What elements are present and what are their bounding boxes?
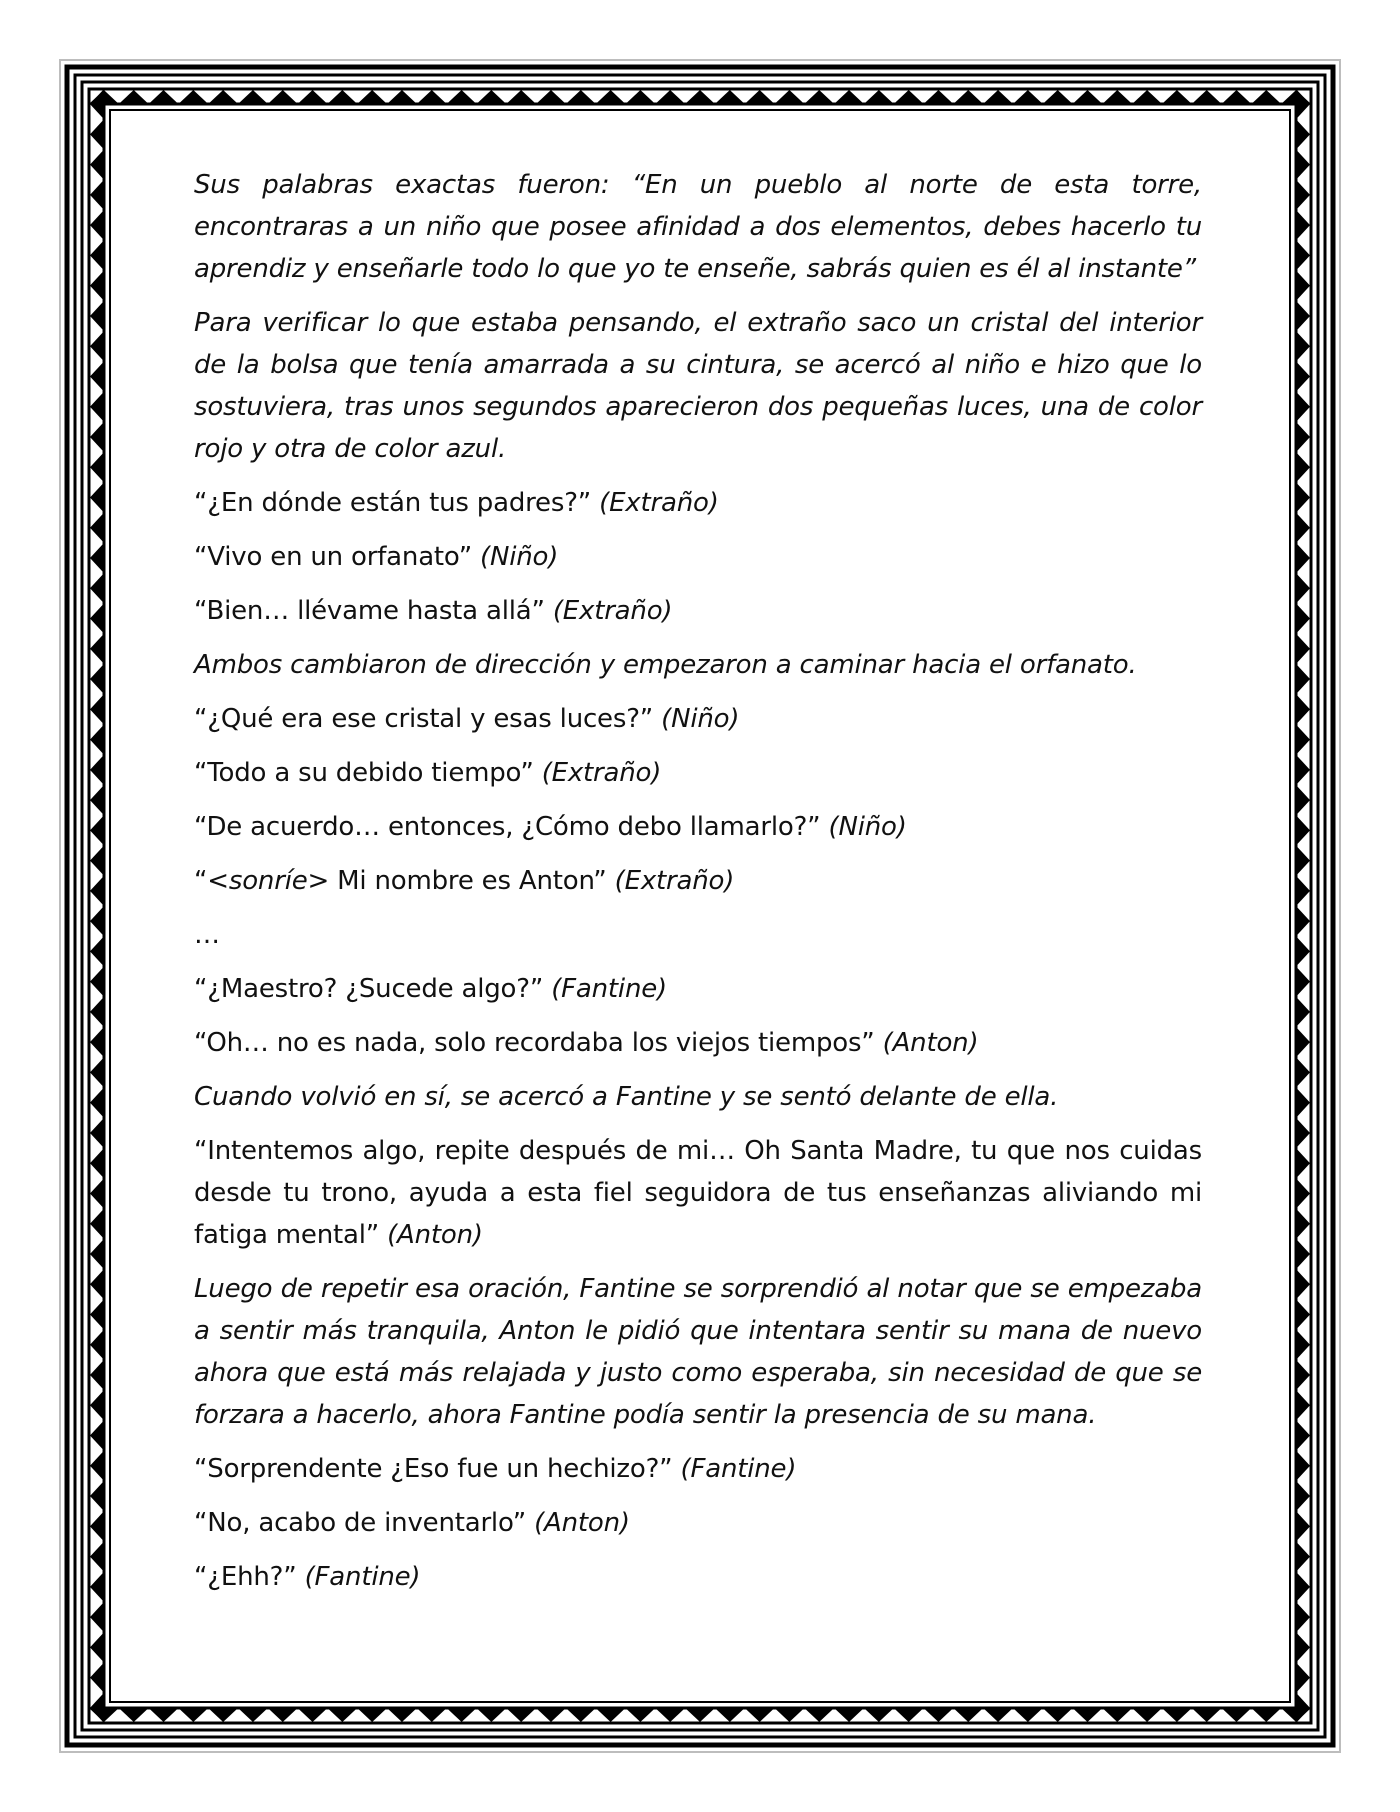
border-triangle	[476, 1708, 506, 1722]
border-triangle	[90, 119, 104, 149]
border-triangle	[90, 361, 104, 391]
border-triangle	[1296, 1662, 1310, 1692]
border-triangle	[1192, 1708, 1222, 1722]
border-triangle	[268, 1708, 298, 1722]
border-triangle	[1296, 422, 1310, 452]
border-triangle	[1296, 724, 1310, 754]
border-triangle	[149, 1708, 179, 1722]
border-triangle	[90, 301, 104, 331]
dialogue-text: “¿En dónde están tus padres?”	[194, 488, 592, 518]
border-triangle	[90, 1360, 104, 1390]
border-triangle	[90, 1481, 104, 1511]
border-triangle	[1296, 482, 1310, 512]
border-triangle	[1296, 1693, 1310, 1723]
border-triangle	[90, 1541, 104, 1571]
border-triangle	[1296, 1360, 1310, 1390]
dialogue-text: Mi nombre es Anton”	[329, 866, 607, 896]
dialogue-line	[194, 752, 1202, 794]
dialogue-line	[194, 1448, 1202, 1490]
border-triangle	[1296, 180, 1310, 210]
border-triangle	[894, 1708, 924, 1722]
dialogue-line	[194, 1502, 1202, 1544]
border-triangle	[90, 755, 104, 785]
dialogue-text: “Sorprendente ¿Eso fue un hechizo?”	[194, 1454, 673, 1484]
border-triangle	[447, 1708, 477, 1722]
border-triangle	[90, 1390, 104, 1420]
dialogue-line	[194, 1556, 1202, 1598]
border-triangle	[90, 1027, 104, 1057]
border-triangle	[90, 1118, 104, 1148]
border-triangle	[1296, 1511, 1310, 1541]
border-triangle	[596, 90, 626, 104]
border-triangle	[90, 1511, 104, 1541]
narration-paragraph: Para verificar lo que estaba pensando, el extraño saco un cristal del interior de la bolsa que tenía amarrada a su cintura, se acercó al niño e hizo que lo sostuviera, tras unos segundos aparecieron dos pequeñas luces, una de color rojo y otra de color azul.	[194, 308, 1202, 464]
border-triangle	[90, 1662, 104, 1692]
border-triangle	[268, 90, 298, 104]
border-triangle	[90, 1693, 104, 1723]
border-triangle	[1296, 1178, 1310, 1208]
border-triangle	[1073, 1708, 1103, 1722]
border-triangle	[238, 90, 268, 104]
border-triangle	[1296, 1027, 1310, 1057]
border-triangle	[596, 1708, 626, 1722]
border-triangle	[90, 1632, 104, 1662]
border-triangle	[1102, 1708, 1132, 1722]
border-triangle	[655, 90, 685, 104]
border-triangle	[90, 906, 104, 936]
border-triangle	[1132, 1708, 1162, 1722]
border-triangle	[1222, 90, 1252, 104]
border-triangle	[90, 513, 104, 543]
border-triangle	[1043, 1708, 1073, 1722]
border-triangle	[1251, 90, 1281, 104]
border-triangle	[90, 89, 104, 119]
border-triangle	[1296, 513, 1310, 543]
border-triangle	[387, 90, 417, 104]
border-triangle	[90, 876, 104, 906]
border-triangle	[1296, 543, 1310, 573]
speaker-tag: (Extraño)	[614, 866, 735, 896]
border-triangle	[1296, 150, 1310, 180]
border-triangle	[983, 90, 1013, 104]
border-triangle	[715, 90, 745, 104]
speaker-tag: (Niño)	[661, 704, 740, 734]
border-triangle	[90, 1451, 104, 1481]
narration-paragraph: Luego de repetir esa oración, Fantine se sorprendió al notar que se empezaba a sentir más tranquila, Anton le pidió que intentara sentir su mana de nuevo ahora que está más relajada y justo como esperaba, sin necesidad de que se forzara a hacerlo, ahora Fantine podía sentir la presencia de su mana.	[194, 1274, 1202, 1430]
border-triangle	[1296, 664, 1310, 694]
border-triangle	[1296, 1572, 1310, 1602]
border-triangle	[655, 1708, 685, 1722]
border-triangle	[90, 967, 104, 997]
border-triangle	[90, 1239, 104, 1269]
border-triangle	[90, 724, 104, 754]
border-triangle	[1296, 1088, 1310, 1118]
dialogue-text: “¿Ehh?”	[194, 1562, 297, 1592]
border-triangle	[1296, 755, 1310, 785]
border-triangle	[90, 785, 104, 815]
story-text	[194, 164, 1202, 1610]
border-triangle	[357, 90, 387, 104]
dialogue-text: “Bien… llévame hasta allá”	[194, 596, 545, 626]
border-triangle	[804, 1708, 834, 1722]
border-triangle	[149, 90, 179, 104]
border-triangle	[90, 271, 104, 301]
border-triangle	[238, 1708, 268, 1722]
border-triangle	[1296, 1209, 1310, 1239]
border-triangle	[90, 936, 104, 966]
border-triangle	[715, 1708, 745, 1722]
border-triangle	[357, 1708, 387, 1722]
border-triangle	[327, 1708, 357, 1722]
border-triangle	[1296, 271, 1310, 301]
border-triangle	[298, 90, 328, 104]
dialogue-line	[194, 968, 1202, 1010]
dialogue-text: “Vivo en un orfanato”	[194, 542, 472, 572]
border-triangle	[1296, 301, 1310, 331]
triangle-band-left	[90, 89, 104, 1723]
dialogue-line	[194, 860, 1202, 902]
border-triangle	[208, 90, 238, 104]
border-triangle	[90, 1572, 104, 1602]
border-triangle	[178, 1708, 208, 1722]
border-triangle	[1296, 1451, 1310, 1481]
border-triangle	[775, 1708, 805, 1722]
border-triangle	[90, 452, 104, 482]
border-triangle	[506, 1708, 536, 1722]
speaker-tag: (Niño)	[828, 812, 907, 842]
narration-paragraph: Cuando volvió en sí, se acercó a Fantine y se sentó delante de ella.	[194, 1082, 1059, 1112]
border-triangle	[566, 1708, 596, 1722]
border-triangle	[625, 90, 655, 104]
triangle-band-top	[89, 90, 1311, 104]
dialogue-line	[194, 1130, 1202, 1256]
dialogue-line	[194, 1022, 1202, 1064]
dialogue-text: “De acuerdo… entonces, ¿Cómo debo llamarlo?”	[194, 812, 821, 842]
dialogue-line	[194, 482, 1202, 524]
border-triangle	[90, 150, 104, 180]
border-triangle	[1296, 967, 1310, 997]
border-triangle	[1043, 90, 1073, 104]
border-triangle	[834, 1708, 864, 1722]
border-triangle	[90, 634, 104, 664]
border-triangle	[90, 997, 104, 1027]
triangle-band-bottom	[89, 1708, 1311, 1722]
border-triangle	[447, 90, 477, 104]
border-triangle	[804, 90, 834, 104]
border-triangle	[1296, 1269, 1310, 1299]
border-triangle	[1296, 815, 1310, 845]
border-triangle	[953, 90, 983, 104]
border-triangle	[1296, 634, 1310, 664]
border-triangle	[1162, 1708, 1192, 1722]
border-triangle	[90, 664, 104, 694]
narration-paragraph: Sus palabras exactas fueron: “En un pueblo al norte de esta torre, encontraras a un niño que posee afinidad a dos elementos, debes hacerlo tu aprendiz y enseñarle todo lo que yo te enseñe, sabrás quien es él al instante”	[194, 170, 1202, 284]
border-triangle	[1296, 1602, 1310, 1632]
speaker-tag: (Extraño)	[541, 758, 662, 788]
border-triangle	[90, 573, 104, 603]
border-triangle	[1296, 694, 1310, 724]
border-triangle	[685, 1708, 715, 1722]
dialogue-text: “Oh… no es nada, solo recordaba los viejos tiempos”	[194, 1028, 875, 1058]
border-triangle	[90, 543, 104, 573]
border-triangle	[1296, 1057, 1310, 1087]
border-triangle	[894, 90, 924, 104]
border-triangle	[90, 392, 104, 422]
speaker-tag: (Fantine)	[304, 1562, 421, 1592]
border-triangle	[1192, 90, 1222, 104]
border-triangle	[1296, 1541, 1310, 1571]
speaker-tag: (Extraño)	[552, 596, 673, 626]
border-triangle	[1296, 603, 1310, 633]
border-triangle	[119, 90, 149, 104]
border-triangle	[90, 1209, 104, 1239]
border-triangle	[1296, 240, 1310, 270]
border-triangle	[1296, 845, 1310, 875]
border-triangle	[298, 1708, 328, 1722]
border-triangle	[745, 90, 775, 104]
border-triangle	[1296, 1481, 1310, 1511]
border-triangle	[566, 90, 596, 104]
border-triangle	[90, 1178, 104, 1208]
border-triangle	[90, 603, 104, 633]
dialogue-text: “Intentemos algo, repite después de mi… Oh Santa Madre, tu que nos cuidas desde tu trono, ayuda a esta fiel seguidora de tus enseñanzas aliviando mi fatiga mental”	[194, 1136, 1202, 1250]
border-triangle	[1296, 392, 1310, 422]
border-triangle	[90, 1057, 104, 1087]
border-triangle	[1296, 361, 1310, 391]
border-triangle	[387, 1708, 417, 1722]
border-triangle	[90, 331, 104, 361]
border-triangle	[685, 90, 715, 104]
border-triangle	[1296, 331, 1310, 361]
border-triangle	[864, 1708, 894, 1722]
border-triangle	[1296, 1632, 1310, 1662]
border-triangle	[1132, 90, 1162, 104]
border-triangle	[506, 90, 536, 104]
action-tag: <sonríe>	[207, 866, 330, 896]
border-triangle	[208, 1708, 238, 1722]
border-triangle	[625, 1708, 655, 1722]
border-triangle	[1296, 1239, 1310, 1269]
border-triangle	[90, 845, 104, 875]
border-triangle	[178, 90, 208, 104]
border-triangle	[327, 90, 357, 104]
dialogue-line	[194, 698, 1202, 740]
border-triangle	[90, 1148, 104, 1178]
border-triangle	[1296, 1299, 1310, 1329]
speaker-tag: (Fantine)	[551, 974, 667, 1004]
border-triangle	[1296, 997, 1310, 1027]
border-triangle	[1251, 1708, 1281, 1722]
border-triangle	[1296, 89, 1310, 119]
border-triangle	[924, 90, 954, 104]
border-triangle	[417, 1708, 447, 1722]
dialogue-line	[194, 536, 1202, 578]
border-triangle	[536, 1708, 566, 1722]
border-triangle	[1296, 119, 1310, 149]
border-triangle	[924, 1708, 954, 1722]
triangle-band-right	[1296, 89, 1310, 1723]
dialogue-line	[194, 806, 1202, 848]
border-triangle	[1296, 785, 1310, 815]
border-triangle	[1102, 90, 1132, 104]
border-triangle	[1296, 906, 1310, 936]
speaker-tag: (Anton)	[387, 1220, 483, 1250]
border-triangle	[1162, 90, 1192, 104]
dialogue-line	[194, 590, 1202, 632]
border-triangle	[953, 1708, 983, 1722]
border-triangle	[90, 240, 104, 270]
border-triangle	[1296, 1420, 1310, 1450]
border-triangle	[745, 1708, 775, 1722]
speaker-tag: (Niño)	[480, 542, 559, 572]
border-triangle	[1073, 90, 1103, 104]
border-triangle	[90, 815, 104, 845]
border-triangle	[476, 90, 506, 104]
border-triangle	[90, 1269, 104, 1299]
border-triangle	[1296, 1390, 1310, 1420]
speaker-tag: (Anton)	[534, 1508, 630, 1538]
border-triangle	[90, 1299, 104, 1329]
border-triangle	[1296, 1148, 1310, 1178]
border-triangle	[90, 1330, 104, 1360]
border-triangle	[119, 1708, 149, 1722]
border-triangle	[90, 1602, 104, 1632]
border-triangle	[90, 482, 104, 512]
border-triangle	[1296, 210, 1310, 240]
border-triangle	[1296, 452, 1310, 482]
border-triangle	[417, 90, 447, 104]
narration-paragraph: Ambos cambiaron de dirección y empezaron a caminar hacia el orfanato.	[194, 650, 1137, 680]
border-triangle	[90, 1088, 104, 1118]
speaker-tag: (Fantine)	[680, 1454, 797, 1484]
speaker-tag: (Anton)	[882, 1028, 979, 1058]
border-triangle	[1013, 1708, 1043, 1722]
border-triangle	[1296, 876, 1310, 906]
border-triangle	[1222, 1708, 1252, 1722]
border-triangle	[90, 422, 104, 452]
dialogue-text: “¿Qué era ese cristal y esas luces?”	[194, 704, 654, 734]
border-triangle	[90, 694, 104, 724]
border-triangle	[983, 1708, 1013, 1722]
border-triangle	[1296, 573, 1310, 603]
border-triangle	[536, 90, 566, 104]
dialogue-text: “No, acabo de inventarlo”	[194, 1508, 527, 1538]
border-triangle	[775, 90, 805, 104]
border-triangle	[90, 210, 104, 240]
border-triangle	[1296, 1118, 1310, 1148]
dialogue-text: “Todo a su debido tiempo”	[194, 758, 534, 788]
border-triangle	[1013, 90, 1043, 104]
speaker-tag: (Extraño)	[599, 488, 719, 518]
border-triangle	[1296, 1330, 1310, 1360]
border-triangle	[834, 90, 864, 104]
border-triangle	[90, 1420, 104, 1450]
border-triangle	[1296, 936, 1310, 966]
dialogue-open-quote: “	[194, 866, 208, 896]
dialogue-text: “¿Maestro? ¿Sucede algo?”	[194, 974, 544, 1004]
border-triangle	[90, 180, 104, 210]
scene-break: …	[194, 920, 220, 950]
border-triangle	[864, 90, 894, 104]
